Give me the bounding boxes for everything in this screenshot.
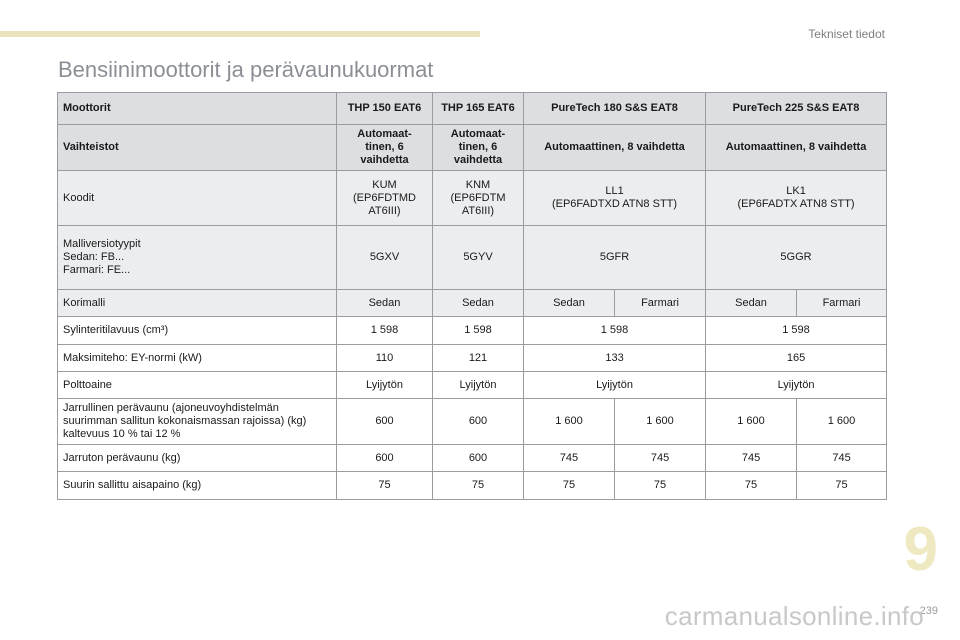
body-row-label: Korimalli bbox=[58, 290, 337, 317]
model-cell: 5GYV bbox=[433, 226, 524, 290]
power-cell: 121 bbox=[433, 345, 524, 372]
engine-cell: THP 165 EAT6 bbox=[433, 93, 524, 125]
body-row bbox=[58, 290, 887, 317]
fuel-cell: Lyijytön bbox=[706, 372, 887, 399]
braked-trailer-cell: 1 600 bbox=[524, 399, 615, 445]
braked-trailer-cell: 1 600 bbox=[615, 399, 706, 445]
unbraked-trailer-row-label: Jarruton perävaunu (kg) bbox=[58, 445, 337, 472]
unbraked-trailer-cell: 745 bbox=[797, 445, 887, 472]
body-cell: Sedan bbox=[706, 290, 797, 317]
gearbox-row bbox=[58, 125, 887, 171]
braked-trailer-row-label: Jarrullinen perävaunu (ajoneuvoyhdistelmän suurimman sallitun kokonaismassan rajoissa) (kg) kaltevuus 10 % tai 12 % bbox=[58, 399, 337, 445]
codes-cell: KUM (EP6FDTMD AT6III) bbox=[337, 171, 433, 226]
engine-cell: PureTech 180 S&S EAT8 bbox=[524, 93, 706, 125]
model-row bbox=[58, 226, 887, 290]
power-cell: 133 bbox=[524, 345, 706, 372]
body-cell: Farmari bbox=[797, 290, 887, 317]
engine-row-label: Moottorit bbox=[58, 93, 337, 125]
page-title: Bensiinimoottorit ja perävaunukuormat bbox=[58, 57, 434, 82]
codes-row bbox=[58, 171, 887, 226]
braked-trailer-cell: 1 600 bbox=[706, 399, 797, 445]
displacement-row bbox=[58, 317, 887, 345]
model-cell: 5GXV bbox=[337, 226, 433, 290]
model-row-label: Malliversiotyypit Sedan: FB... Farmari: FE... bbox=[58, 226, 337, 290]
braked-trailer-cell: 1 600 bbox=[797, 399, 887, 445]
engine-spec-table bbox=[57, 92, 887, 500]
section-label: Tekniset tiedot bbox=[808, 27, 885, 41]
fuel-row bbox=[58, 372, 887, 399]
braked-trailer-cell: 600 bbox=[337, 399, 433, 445]
engine-row bbox=[58, 93, 887, 125]
power-cell: 110 bbox=[337, 345, 433, 372]
gearbox-cell: Automaat- tinen, 6 vaihdetta bbox=[337, 125, 433, 171]
gearbox-row-label: Vaihteistot bbox=[58, 125, 337, 171]
displacement-cell: 1 598 bbox=[337, 317, 433, 345]
unbraked-trailer-row bbox=[58, 445, 887, 472]
power-cell: 165 bbox=[706, 345, 887, 372]
body-cell: Farmari bbox=[615, 290, 706, 317]
fuel-row-label: Polttoaine bbox=[58, 372, 337, 399]
gearbox-cell: Automaattinen, 8 vaihdetta bbox=[706, 125, 887, 171]
codes-cell: LL1 (EP6FADTXD ATN8 STT) bbox=[524, 171, 706, 226]
chapter-number: 9 bbox=[903, 515, 938, 584]
nose-weight-cell: 75 bbox=[433, 472, 524, 500]
model-cell: 5GGR bbox=[706, 226, 887, 290]
unbraked-trailer-cell: 745 bbox=[524, 445, 615, 472]
braked-trailer-row bbox=[58, 399, 887, 445]
nose-weight-cell: 75 bbox=[524, 472, 615, 500]
gearbox-cell: Automaat- tinen, 6 vaihdetta bbox=[433, 125, 524, 171]
unbraked-trailer-cell: 600 bbox=[433, 445, 524, 472]
gearbox-cell: Automaattinen, 8 vaihdetta bbox=[524, 125, 706, 171]
displacement-cell: 1 598 bbox=[706, 317, 887, 345]
power-row-label: Maksimiteho: EY-normi (kW) bbox=[58, 345, 337, 372]
nose-weight-row-label: Suurin sallittu aisapaino (kg) bbox=[58, 472, 337, 500]
displacement-row-label: Sylinteritilavuus (cm³) bbox=[58, 317, 337, 345]
unbraked-trailer-cell: 745 bbox=[706, 445, 797, 472]
body-cell: Sedan bbox=[337, 290, 433, 317]
braked-trailer-cell: 600 bbox=[433, 399, 524, 445]
nose-weight-cell: 75 bbox=[706, 472, 797, 500]
unbraked-trailer-cell: 745 bbox=[615, 445, 706, 472]
nose-weight-row bbox=[58, 472, 887, 500]
nose-weight-cell: 75 bbox=[797, 472, 887, 500]
fuel-cell: Lyijytön bbox=[337, 372, 433, 399]
body-cell: Sedan bbox=[524, 290, 615, 317]
fuel-cell: Lyijytön bbox=[433, 372, 524, 399]
engine-cell: THP 150 EAT6 bbox=[337, 93, 433, 125]
displacement-cell: 1 598 bbox=[524, 317, 706, 345]
power-row bbox=[58, 345, 887, 372]
body-cell: Sedan bbox=[433, 290, 524, 317]
codes-cell: LK1 (EP6FADTX ATN8 STT) bbox=[706, 171, 887, 226]
displacement-cell: 1 598 bbox=[433, 317, 524, 345]
codes-row-label: Koodit bbox=[58, 171, 337, 226]
engine-cell: PureTech 225 S&S EAT8 bbox=[706, 93, 887, 125]
model-cell: 5GFR bbox=[524, 226, 706, 290]
unbraked-trailer-cell: 600 bbox=[337, 445, 433, 472]
header-accent-bar bbox=[0, 31, 480, 37]
codes-cell: KNM (EP6FDTM AT6III) bbox=[433, 171, 524, 226]
page-number: 239 bbox=[919, 605, 938, 617]
nose-weight-cell: 75 bbox=[615, 472, 706, 500]
nose-weight-cell: 75 bbox=[337, 472, 433, 500]
watermark: carmanualsonline.info bbox=[664, 601, 924, 631]
fuel-cell: Lyijytön bbox=[524, 372, 706, 399]
